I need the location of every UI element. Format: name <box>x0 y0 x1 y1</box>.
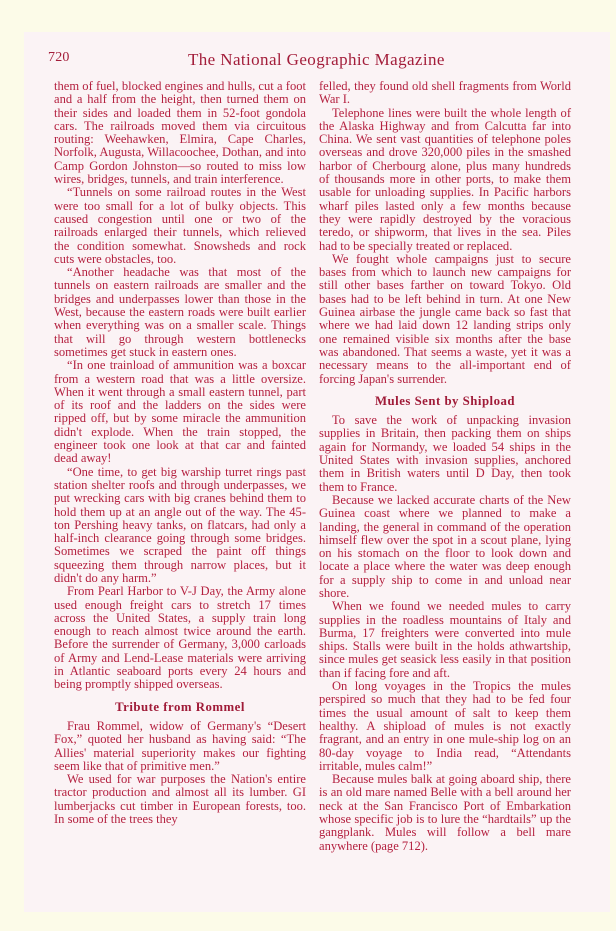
section-heading: Mules Sent by Shipload <box>374 393 516 408</box>
paragraph: “In one trainload of ammunition was a boxcar from a western road that was a little oversize. When it went through a small eastern tunnel, part of its roof and the ladders on the sides were ripped off, but by some miracle the ammunition didn't explode. When the train stopped, the engineer took one look at that car and fainted dead away! <box>54 358 306 466</box>
paragraph: On long voyages in the Tropics the mules perspired so much that they had to be fed four times the usual amount of salt to keep them healthy. A shipload of mules is not exactly fragrant, and an entry in one mule-ship log on an 80-day voyage to India read, “Attendants irritable, mules calm!” <box>319 679 571 773</box>
magazine-title: The National Geographic Magazine <box>188 50 445 69</box>
paragraph: Telephone lines were built the whole length of the Alaska Highway and from Calcutta far into China. We sent vast quantities of telephone poles overseas and drove 320,000 piles in the smashed harbor of Cherbourg alone, plus many hundreds of thousands more in other ports, to make them usable for unloading supplies. In Pacific harbors wharf piles lasted only a few months because they were rapidly destroyed by the voracious teredo, or shipworm, that lives in the sea. Piles had to be specially treated or replaced. <box>319 105 571 253</box>
page-number: 720 <box>48 50 70 65</box>
paragraph: To save the work of unpacking invasion supplies in Britain, then packing them on ships again for Normandy, we loaded 54 ships in the United States with invasion supplies, anchored them in British waters until D Day, then took them to France. <box>319 413 571 494</box>
paragraph: “Another headache was that most of the tunnels on eastern railroads are smaller and the bridges and underpasses lower than those in the West, because the eastern roads were built earlier when everything was on a smaller scale. Things that will go through western bottlenecks sometimes get stuck in eastern ones. <box>54 265 306 359</box>
section-heading: Tribute from Rommel <box>115 699 245 714</box>
paragraph: Frau Rommel, widow of Germany's “Desert Fox,” quoted her husband as having said: “The Allies' material superiority makes our fighting seem like that of primitive men.” <box>54 718 306 773</box>
paragraph: felled, they found old shell fragments from World War I. <box>319 79 571 107</box>
running-header <box>48 50 568 72</box>
right-column <box>319 80 571 853</box>
paragraph: We used for war purposes the Nation's entire tractor production and almost all its lumber. GI lumberjacks cut timber in European forests, too. In some of the trees they <box>54 772 306 827</box>
paragraph: “One time, to get big warship turret rings past station shelter roofs and through underpasses, we put wrecking cars with big cranes behind them to hold them up at an angle out of the way. The 45-ton Pershing heavy tanks, on flatcars, had only a half-inch clearance going through some bridges. Sometimes we scraped the paint off things squeezing them through narrow places, but it didn't do any harm.” <box>54 464 306 585</box>
paragraph: them of fuel, blocked engines and hulls, cut a foot and a half from the height, then turned them on their sides and loaded them in 52-foot gondola cars. The railroads moved them via circuitous routing: Weehawken, Elmira, Cape Charles, Norfolk, Augusta, Willacoochee, Dothan, and into Camp Gordon Johnston—so routed to miss low wires, bridges, tunnels, and train interference. <box>54 79 306 187</box>
paragraph: When we found we needed mules to carry supplies in the roadless mountains of Italy and Burma, 17 freighters were converted into mule ships. Stalls were built in the holds athwartship, since mules get seasick less easily in that position than if facing fore and aft. <box>319 599 571 680</box>
paragraph: Because mules balk at going aboard ship, there is an old mare named Belle with a bell around her neck at the San Francisco Port of Embarkation whose specific job is to lure the “hardtails” up the gangplank. Mules will follow a bell mare anywhere (page 712). <box>319 772 571 853</box>
paragraph: We fought whole campaigns just to secure bases from which to launch new campaigns for still other bases farther on toward Tokyo. Old bases had to be left behind in turn. At one New Guinea airbase the jungle came back so fast that where we had laid down 12 landing strips only one remained visible six months after the base was abandoned. That seems a waste, yet it was a necessary means to the all-important end of forcing Japan's surrender. <box>319 251 571 386</box>
left-column <box>54 80 306 826</box>
paragraph: From Pearl Harbor to V-J Day, the Army alone used enough freight cars to stretch 17 times across the United States, a supply train long enough to reach almost twice around the earth. Before the surrender of Germany, 3,000 carloads of Army and Lend-Lease materials were arriving in Atlantic seaboard ports every 24 hours and being promptly shipped overseas. <box>54 584 306 692</box>
paragraph: Because we lacked accurate charts of the New Guinea coast where we planned to make a landing, the general in command of the operation himself flew over the spot in a scout plane, lying on his stomach on the floor to look down and locate a place where the water was deep enough for a supply ship to come in and unload near shore. <box>319 492 571 600</box>
paragraph: “Tunnels on some railroad routes in the West were too small for a lot of bulky objects. This caused congestion until one or two of the railroads enlarged their tunnels, which relieved the condition somewhat. Snowsheds and rock cuts were obstacles, too. <box>54 185 306 266</box>
